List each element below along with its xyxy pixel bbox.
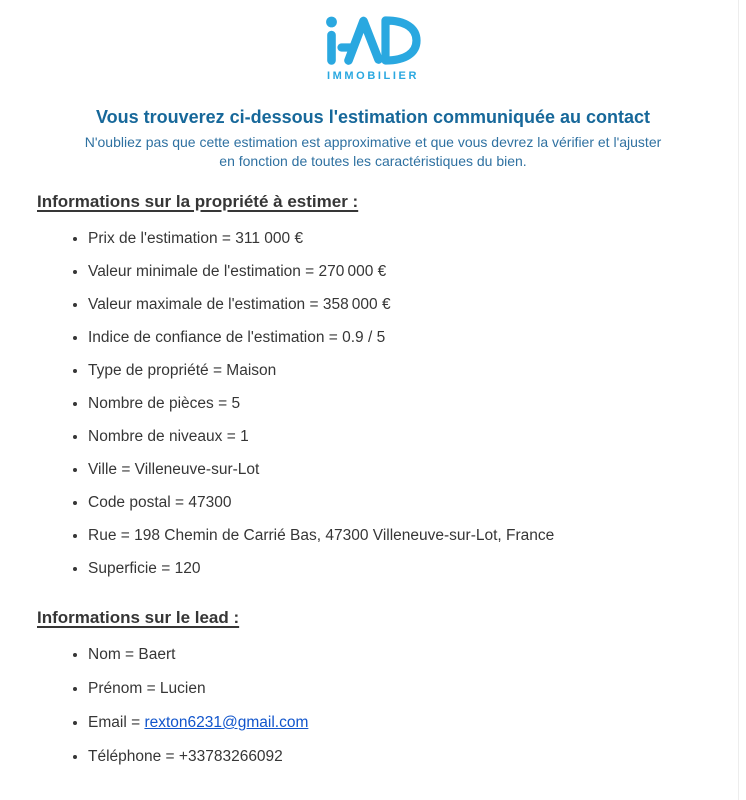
property-section-heading: Informations sur la propriété à estimer :: [37, 192, 359, 211]
brand-tagline: IMMOBILIER: [327, 70, 419, 82]
list-item-valeur-max: • Valeur maximale de l'estimation = 358 000 €: [88, 295, 716, 314]
list-item-nombre-pieces: • Nombre de pièces = 5: [88, 394, 716, 413]
page-subtitle-line2: en fonction de toutes les caractéristiques du bien.: [219, 153, 527, 169]
page-subtitle-line1: N'oubliez pas que cette estimation est approximative et que vous devrez la vérifier et l'ajuster: [84, 134, 662, 150]
lead-list: [37, 645, 716, 766]
list-item-prix: • Prix de l'estimation = 311 000 €: [88, 229, 716, 248]
email-link[interactable]: rexton6231@gmail.com: [144, 714, 309, 731]
property-list: [37, 229, 716, 578]
list-item-prenom: • Prénom = Lucien: [88, 679, 716, 698]
list-item-type-propriete: • Type de propriété = Maison: [88, 361, 716, 380]
list-item-nombre-niveaux: • Nombre de niveaux = 1: [88, 427, 716, 446]
brand-logo: [0, 0, 746, 82]
page-subtitle: [0, 133, 746, 171]
email-label: Email =: [88, 714, 145, 731]
list-item-superficie: • Superficie = 120: [88, 559, 716, 578]
list-item-nom: • Nom = Baert: [88, 645, 716, 664]
page-title: Vous trouverez ci-dessous l'estimation communiquée au contact: [95, 107, 651, 127]
page-edge-divider: [738, 0, 739, 800]
lead-section-heading: Informations sur le lead :: [37, 608, 240, 627]
list-item-ville: • Ville = Villeneuve-sur-Lot: [88, 460, 716, 479]
list-item-telephone: • Téléphone = +33783266092: [88, 747, 716, 766]
iad-logo-icon: [324, 14, 422, 66]
list-item-code-postal: • Code postal = 47300: [88, 493, 716, 512]
list-item-email: [88, 713, 716, 732]
content-area: [0, 191, 746, 766]
list-item-valeur-min: • Valeur minimale de l'estimation = 270 000 €: [88, 262, 716, 281]
list-item-rue: • Rue = 198 Chemin de Carrié Bas, 47300 Villeneuve-sur-Lot, France: [88, 526, 716, 545]
list-item-indice-confiance: • Indice de confiance de l'estimation = 0.9 / 5: [88, 328, 716, 347]
